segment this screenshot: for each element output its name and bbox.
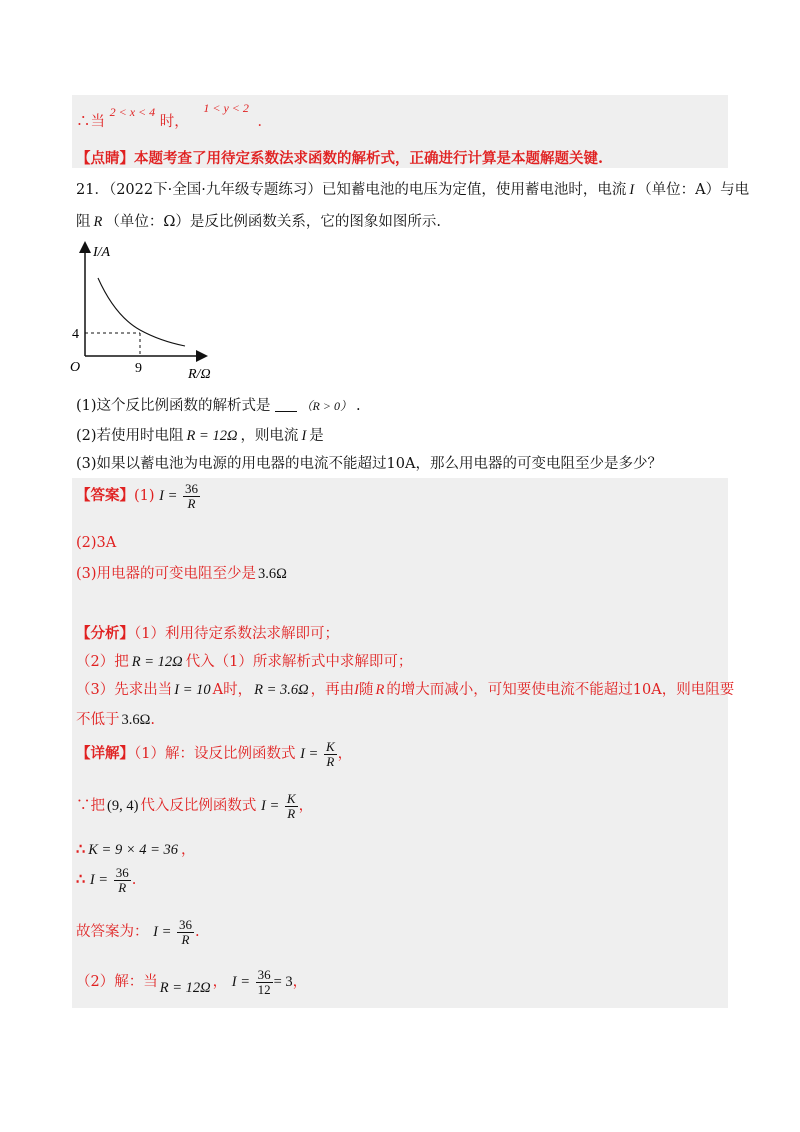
fraction-K-over-R-2: $\frac{K}{R}$ <box>286 791 296 821</box>
detail-line-3: ∴ K = 9 × 4 = 36 ， <box>76 841 196 858</box>
analysis-line-2: （2）把 R = 12Ω 代入（1）所求解析式中求解即可； <box>76 654 413 670</box>
answer-blank <box>275 411 297 412</box>
detail-line-2: ∵把 (9, 4) 代入反比例函数式 I = $\frac{K}{R}$ ， <box>76 791 314 821</box>
fraction-K-over-R: $\frac{K}{R}$ <box>325 739 335 769</box>
x-tick-label: 9 <box>135 361 142 376</box>
sub-question-2: (2)若使用时电阻 R = 12Ω ，则电流 I 是 <box>76 428 324 444</box>
y-tick-label: 4 <box>72 327 79 342</box>
detail-line-1: 【详解】（1）解：设反比例函数式 I = $\frac{K}{R}$ ， <box>76 739 353 769</box>
fraction-36-over-R-3: $\frac{36}{R}$ <box>178 917 192 947</box>
x-axis-label: R/Ω <box>188 367 211 382</box>
inverse-proportion-graph <box>60 238 240 388</box>
question-line-2: 阻 R （单位：Ω）是反比例函数关系，它的图象如图所示. <box>76 214 441 230</box>
analysis-label: 【分析】 <box>76 625 134 642</box>
answer-line-1: 【答案】(1) I = $\frac{36}{R}$ <box>76 481 199 511</box>
cond-x: 2 < x < 4 <box>109 105 156 119</box>
hyperbola-curve <box>98 278 185 346</box>
question-line-1: 21．（2022下·全国·九年级专题练习）已知蓄电池的电压为定值，使用蓄电池时，电流 I （单位：A）与电 <box>76 182 750 198</box>
fraction-36-over-R: $\frac{36}{R}$ <box>185 481 199 511</box>
answer-line-3: (3)用电器的可变电阻至少是 3.6Ω <box>76 566 287 582</box>
analysis-line-4: 不低于 3.6Ω. <box>76 712 156 728</box>
fraction-36-over-R-2: $\frac{36}{R}$ <box>115 865 129 895</box>
prev-comment: 【点睛】本题考查了用待定系数法求函数的解析式，正确进行计算是本题解题关键. <box>76 150 604 167</box>
sub-question-1: (1)这个反比例函数的解析式是 （R > 0） . <box>76 398 361 414</box>
detail-line-6: （2）解：当 R = 12Ω ， I = $\frac{36}{12}$ = 3， <box>76 967 308 997</box>
origin-label: O <box>70 360 81 375</box>
answer-label: 【答案】 <box>76 487 134 505</box>
detail-line-5: 故答案为： I = $\frac{36}{R}$ . <box>76 917 200 947</box>
answer-line-2: (2)3A <box>76 535 117 551</box>
cond-y: 1 < y < 2 <box>203 101 249 115</box>
fraction-36-over-12: $\frac{36}{12}$ <box>257 967 271 997</box>
detail-label: 【详解】 <box>76 745 134 763</box>
y-axis-label: I/A <box>93 245 111 260</box>
sub-question-3: (3)如果以蓄电池为电源的用电器的电流不能超过10A，那么用电器的可变电阻至少是多少？ <box>76 456 662 472</box>
analysis-line-1: 【分析】（1）利用待定系数法求解即可； <box>76 625 339 642</box>
analysis-line-3: （3）先求出当 I = 10 A时， R = 3.6Ω ，再由I随 R 的增大而减小，可知要使电流不能超过10A，则电阻要 <box>76 682 735 698</box>
comment-label: 【点睛】 <box>76 150 134 167</box>
prev-condition-line: ∴当 2 < x < 4 时， 1 < y < 2 ． <box>76 101 272 130</box>
detail-line-4: ∴ I = $\frac{36}{R}$ . <box>76 865 137 895</box>
